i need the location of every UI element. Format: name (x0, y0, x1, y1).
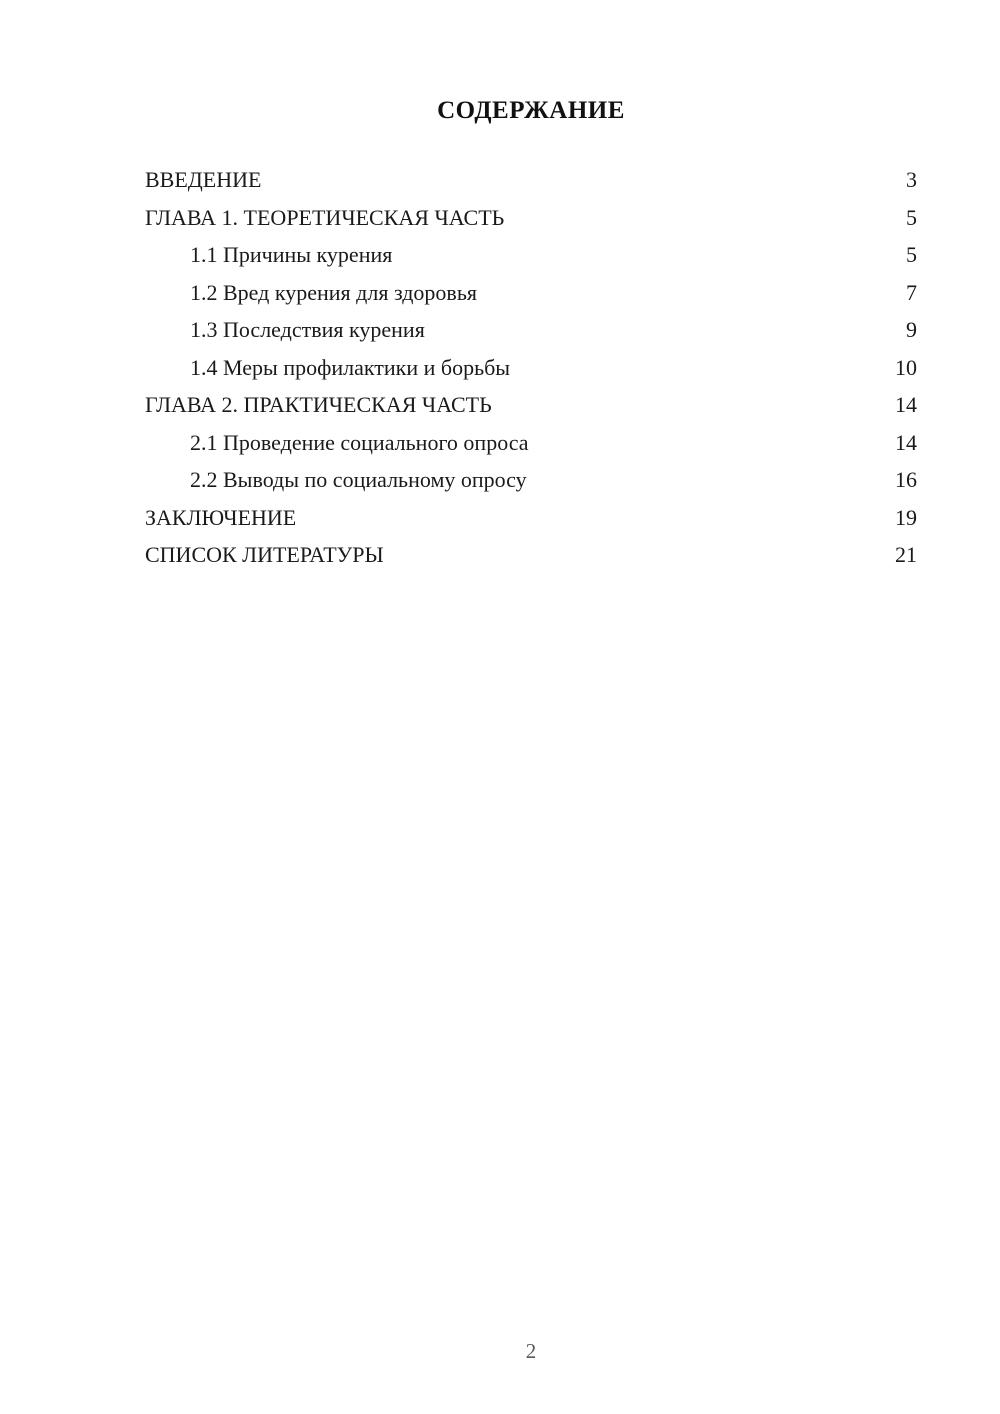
toc-entry-label: ЗАКЛЮЧЕНИЕ (145, 504, 297, 530)
toc-entry-label: 1.1 Причины курения (190, 242, 393, 267)
toc-entry-label: 1.3 Последствия курения (190, 317, 425, 342)
table-of-contents (145, 161, 917, 574)
toc-entry (145, 499, 917, 537)
toc-entry-page: 9 (906, 317, 917, 342)
page-title: СОДЕРЖАНИЕ (437, 97, 625, 124)
toc-entry (145, 311, 917, 349)
toc-entry-page: 14 (895, 392, 917, 417)
toc-entry-label: ВВЕДЕНИЕ (145, 167, 262, 192)
toc-entry (145, 461, 917, 499)
toc-entry-page: 19 (895, 504, 917, 530)
toc-entry (145, 161, 917, 199)
toc-entry-page: 3 (906, 167, 917, 192)
toc-entry (145, 274, 917, 312)
toc-entry (145, 236, 917, 274)
toc-entry (145, 349, 917, 387)
page-content (145, 96, 917, 574)
toc-entry-label: 1.2 Вред курения для здоровья (190, 279, 477, 305)
toc-entry-label: СПИСОК ЛИТЕРАТУРЫ (145, 542, 384, 567)
toc-entry-page: 16 (895, 467, 917, 492)
toc-entry (145, 536, 917, 574)
toc-entry-label: 2.2 Выводы по социальному опросу (190, 467, 527, 492)
toc-entry-page: 21 (895, 542, 917, 567)
toc-entry-label: ГЛАВА 2. ПРАКТИЧЕСКАЯ ЧАСТЬ (145, 392, 492, 417)
toc-entry-page: 5 (906, 204, 917, 230)
toc-entry-label: ГЛАВА 1. ТЕОРЕТИЧЕСКАЯ ЧАСТЬ (145, 204, 505, 230)
toc-entry-page: 14 (895, 429, 917, 455)
toc-entry (145, 199, 917, 237)
toc-entry-page: 5 (906, 242, 917, 267)
toc-entry (145, 386, 917, 424)
toc-entry-label: 2.1 Проведение социального опроса (190, 429, 529, 455)
footer-page-number: 2 (525, 1339, 537, 1363)
toc-entry-page: 7 (906, 279, 917, 305)
toc-entry-label: 1.4 Меры профилактики и борьбы (190, 354, 511, 380)
toc-entry (145, 424, 917, 462)
toc-entry-page: 10 (895, 354, 917, 380)
